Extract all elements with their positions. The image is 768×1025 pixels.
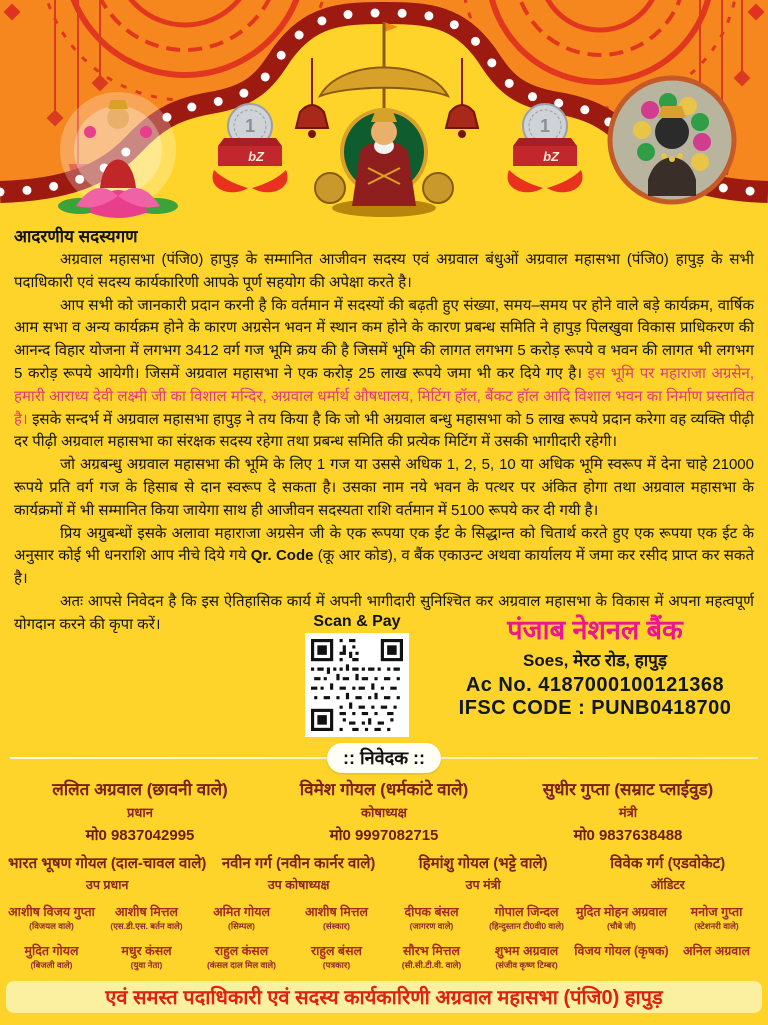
paragraph-donation-scheme: [14, 454, 754, 522]
officer-role: मंत्री: [618, 804, 638, 820]
members-row-1: [0, 893, 768, 932]
member-card: [669, 903, 764, 932]
deputy-name: विवेक गर्ग (एडवोकेट): [610, 854, 726, 872]
bank-details: [422, 613, 768, 720]
member-card: [4, 942, 99, 971]
member-tag: (सी.सी.टी.वी. वाले): [401, 959, 462, 970]
deputy-role: उप मंत्री: [465, 877, 501, 892]
member-tag: (सिम्पल): [228, 920, 255, 931]
member-tag: (संस्कार): [323, 920, 350, 931]
member-name: अनिल अग्रवाल: [683, 943, 750, 958]
header-illustration: [0, 0, 768, 220]
paragraph-intro-text: अग्रवाल महासभा (पंजि0) हापुड़ के सम्मानित आजीवन सदस्य एवं अग्रवाल बंधुओं अग्रवाल महासभा (पंजि0) हापुड़ के सभी पदाधिकारी एवं सदस्य कार्यकारिणी आपके पूर्ण सहयोग की अपेक्षा करते है।: [14, 251, 754, 291]
footer-banner-text: एवं समस्त पदाधिकारी एवं सदस्य कार्यकारिणी अग्रवाल महासभा (पंजि0) हापुड़: [105, 987, 663, 1010]
member-name: शुभम अग्रवाल: [494, 943, 559, 958]
salutation-heading: आदरणीय सदस्यगण: [14, 227, 138, 246]
deputy-card: [206, 853, 391, 893]
notice-body: [0, 220, 768, 637]
footer-banner: [6, 981, 762, 1013]
payment-modes-text: (कू आर कोड), व बैंक एकाउन्ट अथवा कार्यालय में जमा कर रसीद प्राप्त कर सकते है।: [14, 547, 754, 588]
member-tag: (स्टेशनरी वाले): [694, 920, 739, 931]
member-card: [384, 942, 479, 971]
officers-row: [0, 773, 768, 845]
officer-phone: मो0 9997082715: [329, 826, 439, 844]
qr-block: [292, 613, 422, 737]
member-name: आशीष मित्तल: [114, 904, 179, 919]
patron-member-text: इसके सन्दर्भ में अग्रवाल महासभा हापुड़ ने तय किया है कि जो भी अग्रवाल बन्धु महासभा को 5 लाख रूपये प्रदान करेगा वह व्यक्ति पीढ़ी दर पीढ़ी अग्रवाल महासभा का संरक्षक सदस्य रहेगा तथा प्रबन्ध समिति की प्रत्येक मिटिंग में उसकी भागीदारी रहेगी।: [14, 410, 755, 451]
members-row-2: [0, 932, 768, 971]
member-card: [289, 942, 384, 971]
member-tag: (बिजली वाले): [30, 959, 73, 970]
paragraph-land-purchase: [14, 295, 754, 455]
officer-card: [18, 777, 262, 845]
member-card: [289, 903, 384, 932]
member-name: राहुल बंसल: [311, 943, 362, 958]
paragraph-intro: [14, 249, 754, 295]
qr-code: [305, 633, 409, 737]
qr-code-image: [311, 639, 403, 731]
member-tag: (कंसल दाल मिल वाले): [207, 959, 276, 970]
member-card: [479, 903, 574, 932]
member-tag: (विजयल वाले): [29, 920, 74, 931]
nivedak-title: :: निवेदक ::: [327, 743, 441, 773]
bank-account-number: Ac No. 4187000100121368: [465, 673, 725, 696]
member-name: अमित गोयल: [213, 904, 270, 919]
member-card: [194, 903, 289, 932]
member-tag: (एस.डी.एस. बर्तन वाले): [110, 920, 183, 931]
bank-branch: Soes, मेरठ रोड, हापुड़: [523, 650, 667, 670]
deputies-row: [0, 845, 768, 893]
deity-photo: [610, 78, 734, 202]
member-name: मधुर कंसल: [121, 943, 172, 958]
member-card: [99, 942, 194, 971]
deputy-card: [575, 853, 760, 893]
deputy-card: [8, 853, 206, 893]
svg-text:1: 1: [539, 116, 551, 136]
member-tag: (चौबे जी): [607, 920, 636, 931]
svg-text:1: 1: [244, 116, 256, 136]
member-name: मुदित मोहन अग्रवाल: [576, 904, 667, 919]
donation-scheme-text: जो अग्रबन्धु अग्रवाल महासभा की भूमि के लिए 1 गज या उससे अधिक 1, 2, 5, 10 या अधिक भूमि स्वरूप में देना चाहे 21000 रूपये प्रति वर्ग गज के हिसाब से दान स्वरूप दे सकता है। उसका नाम नये भवन के पत्थर पर अंकित होगा तथा अग्रवाल महासभा के कार्यक्रमों में भी सम्मानित किया जायेगा साथ ही आजीवन सदस्यता राशि वर्तमान में 5100 रूपये कर दी गयी है।: [14, 456, 754, 519]
member-card: [194, 942, 289, 971]
qr-code-label: Qr. Code: [250, 547, 314, 565]
officer-role: कोषाध्यक्ष: [361, 804, 407, 820]
svg-text:bZ: bZ: [543, 149, 559, 164]
member-tag: (संजीव कृष्ण टिम्बर): [495, 959, 558, 970]
officer-name: सुधीर गुप्ता (सम्राट प्लाईवुड): [542, 779, 714, 799]
member-card: [574, 942, 669, 971]
scan-and-pay-label: Scan & Pay: [313, 612, 401, 630]
bank-name: पंजाब नेशनल बैंक: [507, 614, 683, 645]
member-name: आशीष मित्तल: [304, 904, 369, 919]
deputy-name: नवीन गर्ग (नवीन कार्नर वाले): [221, 854, 376, 872]
member-card: [574, 903, 669, 932]
officer-name: ललित अग्रवाल (छावनी वाले): [52, 779, 228, 799]
member-tag: (जागरण वाले): [409, 920, 454, 931]
officer-role: प्रधान: [127, 804, 153, 820]
member-name: राहुल कंसल: [214, 943, 269, 958]
deputy-name: हिमांशु गोयल (भट्टे वाले): [418, 854, 548, 872]
officer-card: [506, 777, 750, 845]
officer-card: [262, 777, 506, 845]
deputy-role: उप कोषाध्यक्ष: [267, 877, 330, 892]
appeal-text: अतः आपसे निवेदन है कि इस ऐतिहासिक कार्य में अपनी भागीदारी सुनिश्चित कर अग्रवाल महासभा के विकास में अपना महत्वपूर्ण योगदान करने की कृपा करें।: [14, 592, 754, 633]
member-name: आशीष विजय गुप्ता: [8, 904, 95, 919]
member-card: [4, 903, 99, 932]
member-card: [479, 942, 574, 971]
member-name: सौरभ मित्तल: [403, 943, 460, 958]
member-tag: (युवा नेता): [130, 959, 163, 970]
officer-phone: मो0 9837638488: [573, 826, 683, 844]
deputy-name: भारत भूषण गोयल (दाल-चावल वाले): [8, 854, 207, 872]
member-card: [99, 903, 194, 932]
member-name: गोपाल जिन्दल: [494, 904, 559, 919]
svg-text:bZ: bZ: [248, 149, 264, 164]
bank-ifsc-code: IFSC CODE : PUNB0418700: [458, 696, 732, 719]
officer-name: विमेश गोयल (धर्मकांटे वाले): [299, 779, 469, 799]
member-name: दीपक बंसल: [404, 904, 459, 919]
member-name: विजय गोयल (कृषक): [574, 943, 669, 958]
member-tag: (पत्रकार): [322, 959, 351, 970]
member-card: [384, 903, 479, 932]
member-card: [669, 942, 764, 971]
paragraph-one-rupee-one-brick: [14, 523, 754, 591]
member-name: मुदित गोयल: [24, 943, 79, 958]
officer-phone: मो0 9837042995: [85, 826, 195, 844]
lakshmi-image: [58, 92, 178, 218]
proposed-building-highlight: इस भूमि पर महाराजा अग्रसेन, हमारी आराध्य देवी लक्ष्मी जी का विशाल मन्दिर, अग्रवाल धर्मार्थ औषधालय, मिटिंग हॉल, बैंकट हॉल आदि विशाल भवन का निर्माण प्रस्तावित है।: [14, 364, 755, 428]
header-art: [0, 0, 768, 220]
member-name: मनोज गुप्ता: [690, 904, 743, 919]
land-purchase-text: आप सभी को जानकारी प्रदान करनी है कि वर्तमान में सदस्यों की बढ़ती हुए संख्या, समय–समय पर होने वाले बड़े कार्यक्रम, वार्षिक आम सभा व अन्य कार्यक्रम होने के कारण अग्रसेन भवन में स्थान कम होने के कारण प्रबन्ध समिति ने हापुड़ पिलखुवा विकास प्राधिकरण की आनन्द विहार योजना में लगभग 3412 वर्ग गज भूमि क्रय की है जिसमें भूमि की लागत लगभग 5 करोड़ रूपये व भवन की लागत भी लगभग 5 करोड़ रूपये आयेगी। जिसमें अग्रवाल महासभा ने एक करोड़ 25 लाख रूपये जमा भी कर दिये गए है।: [14, 296, 754, 382]
one-rupee-text: प्रिय अग्रुबन्धों इसके अलावा महाराजा अग्रसेन जी के एक रूपया एक ईंट के सिद्धान्त को चितार्थ करते हुए एक रूपया एक ईट के अनुसार कोई भी धनराशि आप नीचे दिये गये: [14, 524, 754, 565]
deputy-card: [391, 853, 576, 893]
deputy-role: ऑडिटर: [650, 877, 685, 892]
deputy-role: उप प्रधान: [85, 877, 129, 892]
member-tag: (हिन्दुस्तान टी0वी0 वाले): [489, 920, 564, 931]
nivedak-divider: [10, 743, 758, 773]
